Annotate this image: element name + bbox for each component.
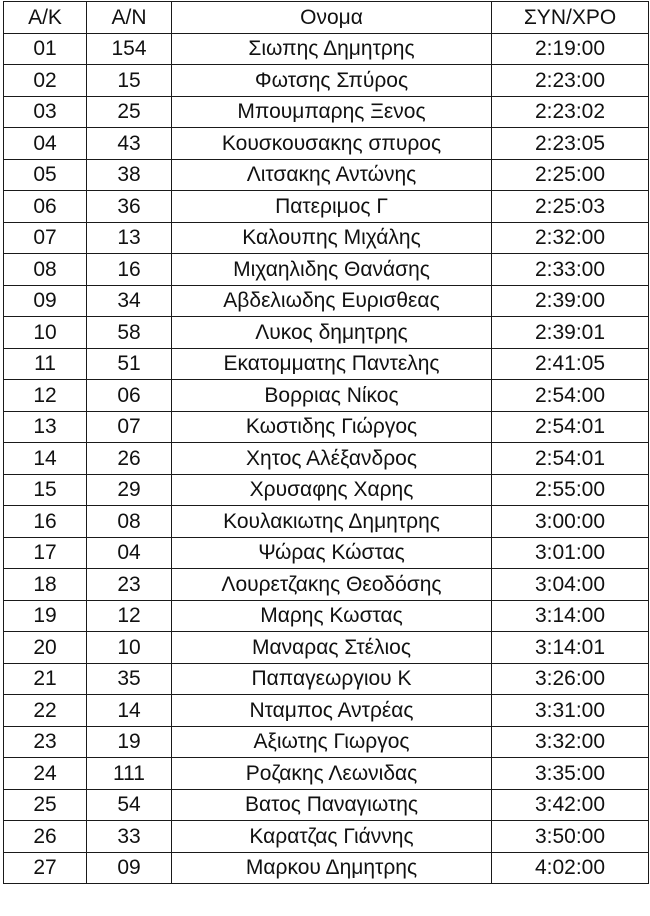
cell-name: Μαρκου Δημητρης: [172, 852, 492, 884]
cell-bib: 34: [87, 285, 172, 317]
cell-time: 2:54:01: [492, 443, 649, 475]
cell-time: 3:26:00: [492, 663, 649, 695]
cell-rank: 19: [4, 600, 87, 632]
cell-bib: 06: [87, 380, 172, 412]
cell-name: Αξιωτης Γιωργος: [172, 726, 492, 758]
header-row: [4, 2, 649, 34]
table-row: [4, 191, 649, 223]
cell-rank: 10: [4, 317, 87, 349]
cell-rank: 14: [4, 443, 87, 475]
cell-bib: 09: [87, 852, 172, 884]
table-row: [4, 159, 649, 191]
cell-name: Νταμπος Αντρέας: [172, 695, 492, 727]
table-row: [4, 537, 649, 569]
cell-time: 2:23:05: [492, 128, 649, 160]
cell-bib: 23: [87, 569, 172, 601]
table-row: [4, 600, 649, 632]
cell-time: 3:01:00: [492, 537, 649, 569]
cell-bib: 07: [87, 411, 172, 443]
cell-bib: 25: [87, 96, 172, 128]
cell-bib: 58: [87, 317, 172, 349]
table-row: [4, 821, 649, 853]
table-row: [4, 411, 649, 443]
table-row: [4, 789, 649, 821]
cell-bib: 29: [87, 474, 172, 506]
cell-bib: 26: [87, 443, 172, 475]
cell-bib: 12: [87, 600, 172, 632]
table-row: [4, 33, 649, 65]
cell-rank: 02: [4, 65, 87, 97]
cell-rank: 07: [4, 222, 87, 254]
cell-rank: 22: [4, 695, 87, 727]
cell-time: 4:02:00: [492, 852, 649, 884]
cell-name: Βορριας Νίκος: [172, 380, 492, 412]
cell-bib: 19: [87, 726, 172, 758]
cell-name: Ψώρας Κώστας: [172, 537, 492, 569]
cell-bib: 54: [87, 789, 172, 821]
cell-time: 3:50:00: [492, 821, 649, 853]
table-row: [4, 852, 649, 884]
cell-bib: 04: [87, 537, 172, 569]
cell-bib: 16: [87, 254, 172, 286]
cell-bib: 08: [87, 506, 172, 538]
table-row: [4, 506, 649, 538]
cell-name: Πατεριμος Γ: [172, 191, 492, 223]
cell-rank: 18: [4, 569, 87, 601]
cell-rank: 26: [4, 821, 87, 853]
cell-time: 2:25:00: [492, 159, 649, 191]
table-row: [4, 254, 649, 286]
cell-rank: 15: [4, 474, 87, 506]
cell-time: 3:31:00: [492, 695, 649, 727]
cell-time: 2:41:05: [492, 348, 649, 380]
table-row: [4, 695, 649, 727]
cell-bib: 43: [87, 128, 172, 160]
cell-rank: 16: [4, 506, 87, 538]
cell-bib: 111: [87, 758, 172, 790]
table-row: [4, 474, 649, 506]
cell-name: Φωτσης Σπύρος: [172, 65, 492, 97]
cell-rank: 03: [4, 96, 87, 128]
cell-name: Παπαγεωργιου Κ: [172, 663, 492, 695]
cell-time: 2:33:00: [492, 254, 649, 286]
cell-name: Εκατομματης Παντελης: [172, 348, 492, 380]
cell-time: 3:04:00: [492, 569, 649, 601]
cell-time: 2:39:00: [492, 285, 649, 317]
cell-rank: 01: [4, 33, 87, 65]
table-body: [4, 33, 649, 884]
cell-time: 3:35:00: [492, 758, 649, 790]
table-row: [4, 758, 649, 790]
table-row: [4, 380, 649, 412]
cell-time: 2:23:02: [492, 96, 649, 128]
table-row: [4, 317, 649, 349]
cell-rank: 12: [4, 380, 87, 412]
cell-rank: 25: [4, 789, 87, 821]
cell-time: 3:14:01: [492, 632, 649, 664]
header-rank: Α/Κ: [4, 2, 87, 34]
cell-rank: 20: [4, 632, 87, 664]
table-row: [4, 348, 649, 380]
table-row: [4, 128, 649, 160]
cell-name: Λιτσακης Αντώνης: [172, 159, 492, 191]
cell-name: Λυκος δημητρης: [172, 317, 492, 349]
cell-rank: 21: [4, 663, 87, 695]
cell-rank: 17: [4, 537, 87, 569]
table-row: [4, 65, 649, 97]
cell-rank: 09: [4, 285, 87, 317]
cell-rank: 23: [4, 726, 87, 758]
cell-name: Ροζακης Λεωνιδας: [172, 758, 492, 790]
table-row: [4, 569, 649, 601]
cell-bib: 36: [87, 191, 172, 223]
cell-name: Μαρης Κωστας: [172, 600, 492, 632]
cell-name: Καλουπης Μιχάλης: [172, 222, 492, 254]
header-time: ΣΥΝ/ΧΡΟ: [492, 2, 649, 34]
cell-time: 2:23:00: [492, 65, 649, 97]
cell-rank: 27: [4, 852, 87, 884]
header-bib: Α/Ν: [87, 2, 172, 34]
cell-name: Αβδελιωδης Ευρισθεας: [172, 285, 492, 317]
cell-bib: 15: [87, 65, 172, 97]
cell-bib: 14: [87, 695, 172, 727]
results-table: [3, 1, 649, 884]
cell-time: 3:42:00: [492, 789, 649, 821]
cell-name: Καρατζας Γιάννης: [172, 821, 492, 853]
cell-time: 2:54:00: [492, 380, 649, 412]
cell-rank: 05: [4, 159, 87, 191]
cell-bib: 35: [87, 663, 172, 695]
cell-time: 2:55:00: [492, 474, 649, 506]
cell-time: 3:32:00: [492, 726, 649, 758]
cell-rank: 13: [4, 411, 87, 443]
cell-rank: 11: [4, 348, 87, 380]
cell-name: Μιχαηλιδης Θανάσης: [172, 254, 492, 286]
cell-name: Κωστιδης Γιώργος: [172, 411, 492, 443]
cell-rank: 08: [4, 254, 87, 286]
table-header: [4, 2, 649, 34]
cell-bib: 38: [87, 159, 172, 191]
table-row: [4, 222, 649, 254]
header-name: Ονομα: [172, 2, 492, 34]
cell-name: Κουσκουσακης σπυρος: [172, 128, 492, 160]
cell-rank: 04: [4, 128, 87, 160]
cell-bib: 10: [87, 632, 172, 664]
cell-time: 2:19:00: [492, 33, 649, 65]
cell-rank: 06: [4, 191, 87, 223]
cell-time: 2:54:01: [492, 411, 649, 443]
cell-bib: 33: [87, 821, 172, 853]
cell-time: 2:39:01: [492, 317, 649, 349]
table-row: [4, 96, 649, 128]
table-row: [4, 285, 649, 317]
cell-bib: 13: [87, 222, 172, 254]
table-row: [4, 632, 649, 664]
table-row: [4, 443, 649, 475]
cell-name: Χητος Αλέξανδρος: [172, 443, 492, 475]
cell-name: Σιωπης Δημητρης: [172, 33, 492, 65]
cell-time: 3:00:00: [492, 506, 649, 538]
cell-time: 2:25:03: [492, 191, 649, 223]
cell-name: Μπουμπαρης Ξενος: [172, 96, 492, 128]
cell-name: Κουλακιωτης Δημητρης: [172, 506, 492, 538]
cell-time: 2:32:00: [492, 222, 649, 254]
cell-bib: 154: [87, 33, 172, 65]
cell-name: Χρυσαφης Χαρης: [172, 474, 492, 506]
table-row: [4, 663, 649, 695]
cell-name: Μαναρας Στέλιος: [172, 632, 492, 664]
cell-time: 3:14:00: [492, 600, 649, 632]
cell-name: Βατος Παναγιωτης: [172, 789, 492, 821]
cell-rank: 24: [4, 758, 87, 790]
cell-name: Λουρετζακης Θεοδόσης: [172, 569, 492, 601]
cell-bib: 51: [87, 348, 172, 380]
table-row: [4, 726, 649, 758]
